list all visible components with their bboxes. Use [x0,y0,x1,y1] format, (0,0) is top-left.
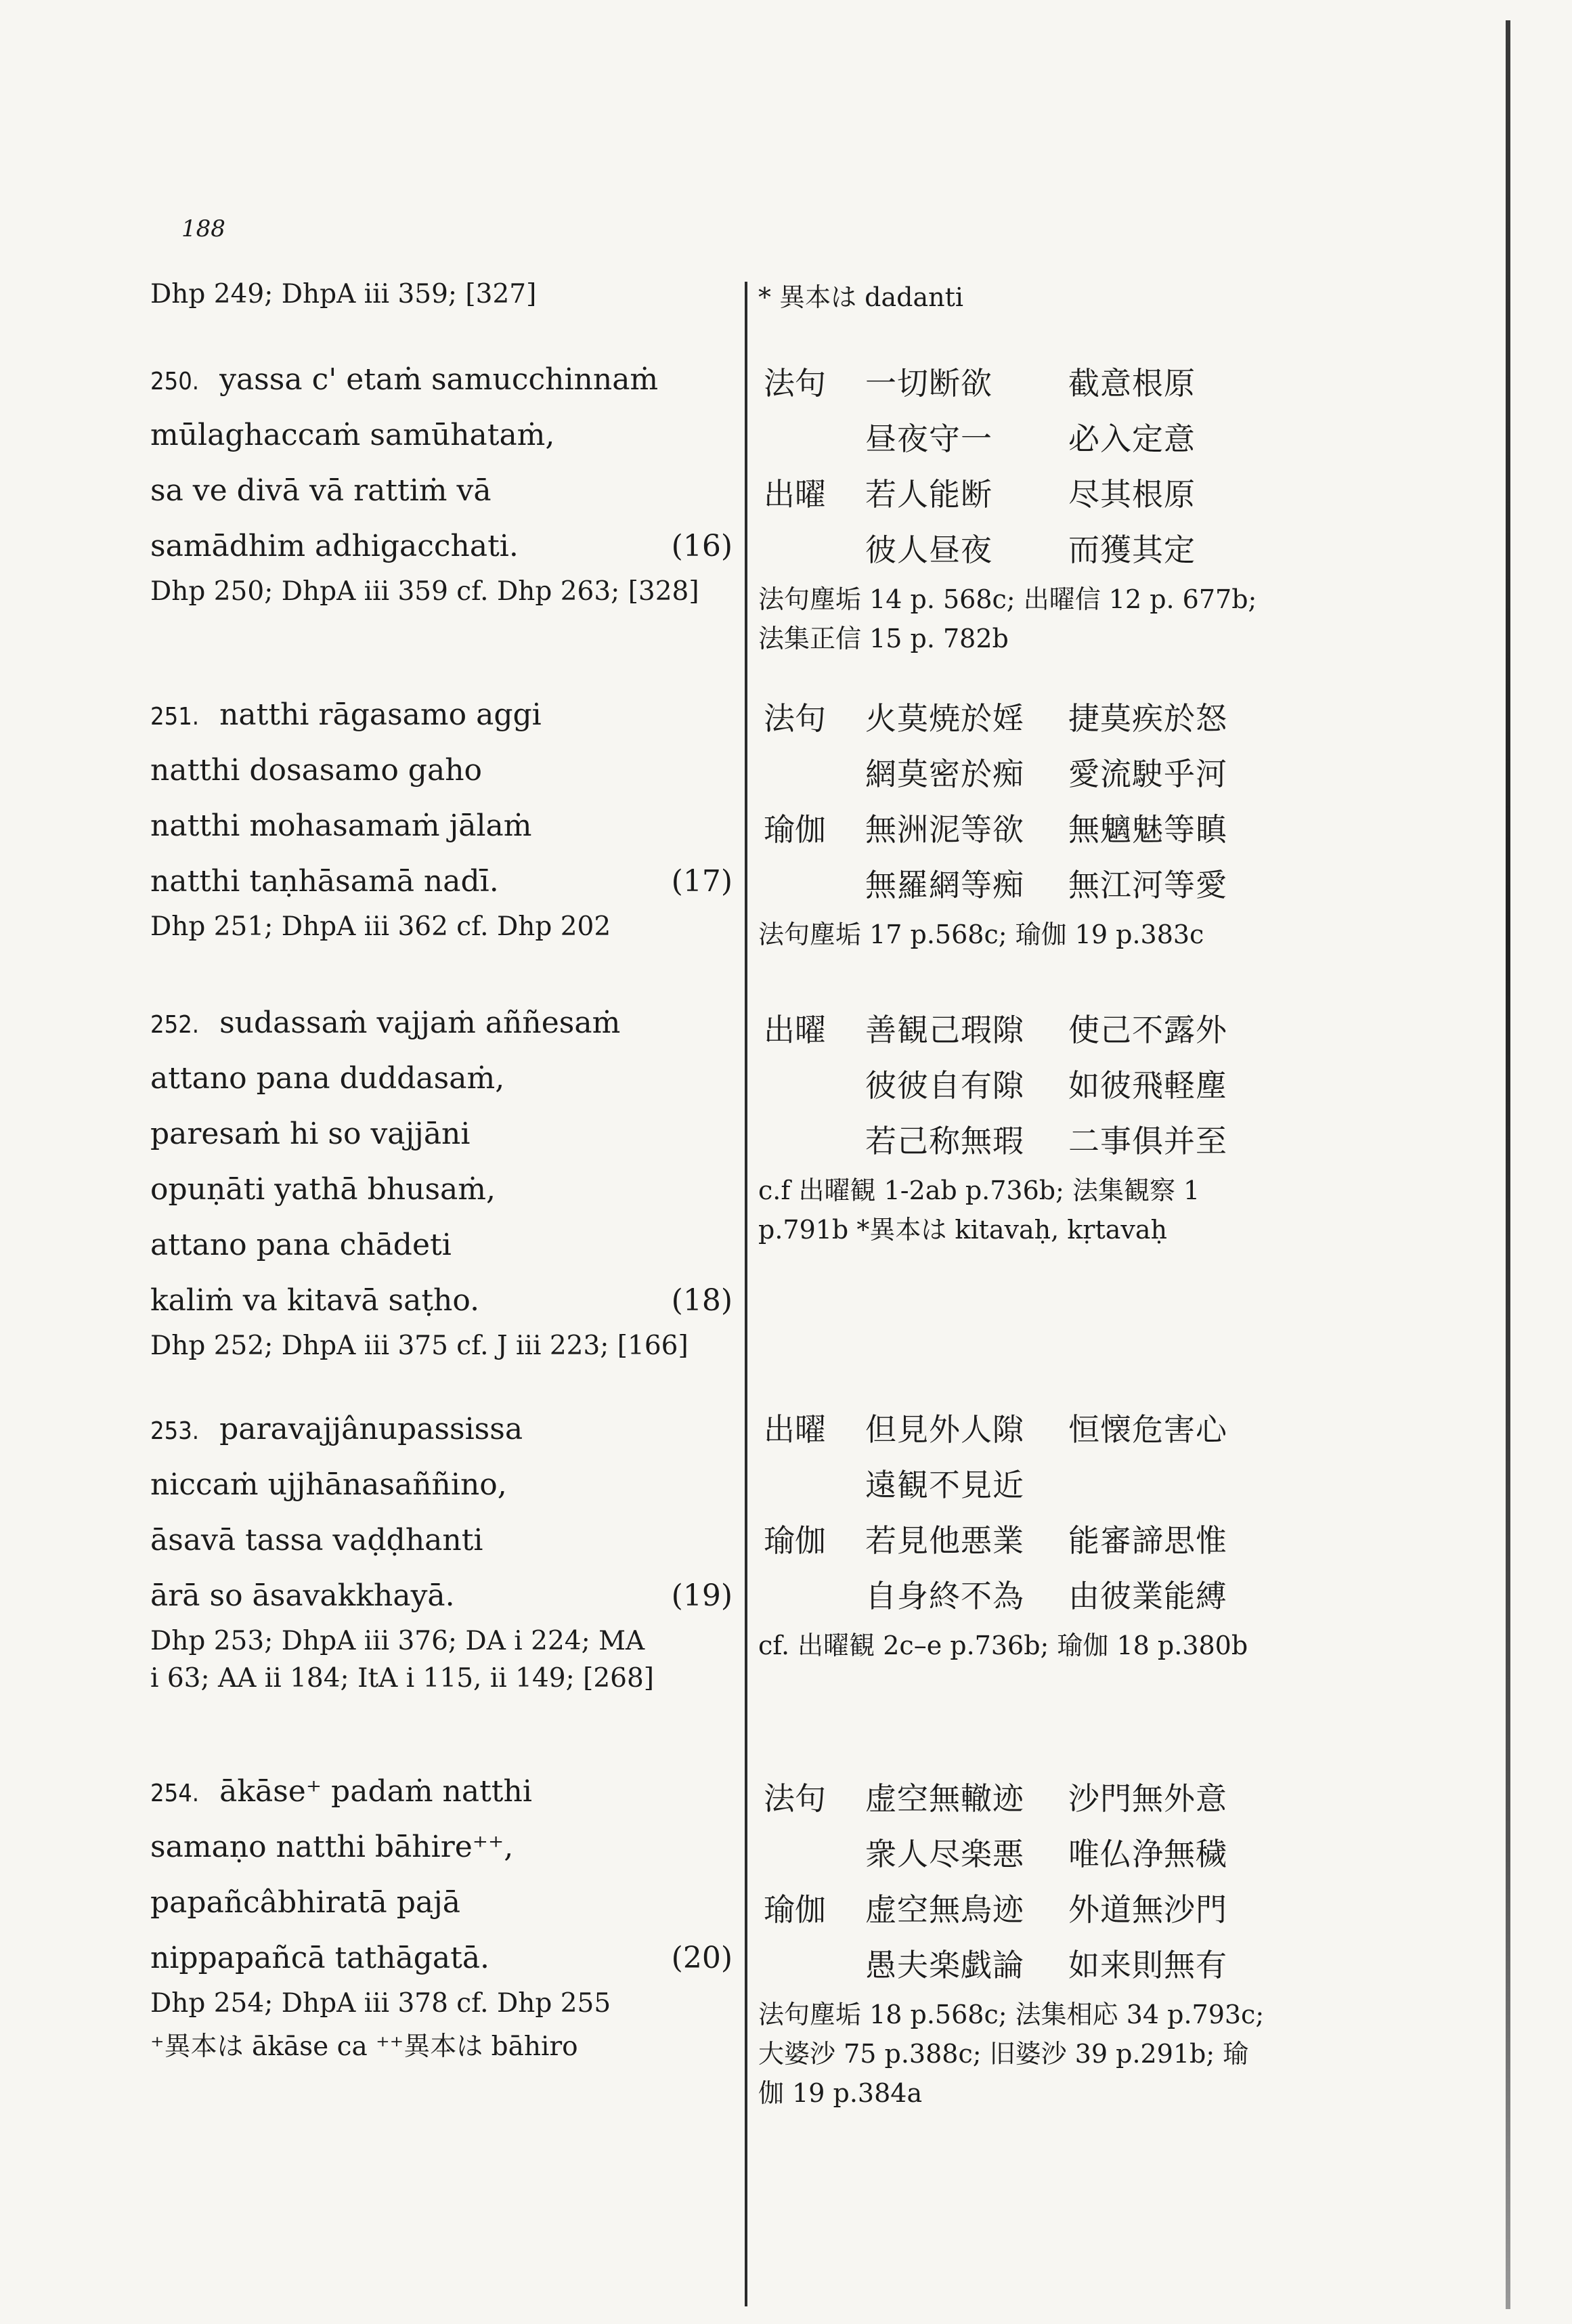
verse-text: natthi taṇhāsamā nadī. [150,864,499,899]
chinese-verse-a: 虚空無鳥迹 [865,1891,1024,1928]
chinese-verse-b: 二事俱并至 [1068,1123,1227,1159]
chinese-verse-b: 無江河等愛 [1068,867,1227,903]
chinese-verse-b: 使己不露外 [1068,1012,1227,1048]
verse-number: 253. [150,1417,200,1445]
pali-verse-line [150,1830,513,1864]
header-ref-right: * 異本は dadanti [758,282,964,312]
pali-verse-line [150,1061,504,1096]
pali-verse-line [150,1117,470,1151]
chinese-verse-b: 外道無沙門 [1068,1891,1227,1928]
verse-count: (20) [671,1941,733,1975]
chinese-verse-b: 恒懐危害心 [1068,1411,1227,1448]
parallel-source-label: 出曜 [764,1012,826,1048]
pali-verse-line [150,1523,483,1557]
chinese-verse-a: 一切断欲 [865,365,992,402]
chinese-verse-a: 昼夜守一 [865,421,992,457]
pali-verse-line [150,1283,479,1318]
pali-verse-line [150,1578,455,1613]
verse-text: papañcâbhiratā pajā [150,1885,461,1920]
verse-text: attano pana chādeti [150,1228,452,1262]
pali-verse-line [150,529,519,563]
page-edge [1506,20,1510,2309]
chinese-verse-a: 衆人尽楽悪 [865,1836,1024,1872]
parallel-note: p.791b *異本は kitavaḥ, kṛtavaḥ [758,1215,1167,1245]
pali-verse-line [150,809,532,843]
verse-reference: Dhp 252; DhpA iii 375 cf. J iii 223; [166] [150,1331,689,1361]
verse-text: nippapañcā tathāgatā. [150,1941,490,1975]
verse-reference: ⁺異本は ākāse ca ⁺⁺異本は bāhiro [150,2031,578,2062]
parallel-source-label: 法句 [764,1780,826,1817]
chinese-verse-a: 自身終不為 [865,1578,1024,1614]
pali-verse-line [150,362,658,397]
verse-text: natthi dosasamo gaho [150,753,483,788]
pali-verse-line [150,1467,507,1502]
chinese-verse-b: 愛流駛乎河 [1068,756,1227,792]
verse-text: natthi mohasamaṁ jālaṁ [150,809,532,843]
parallel-source-label: 瑜伽 [764,811,826,848]
verse-text: āsavā tassa vaḍḍhanti [150,1523,483,1557]
verse-text: niccaṁ ujjhānasaññino, [150,1467,507,1502]
verse-reference: Dhp 253; DhpA iii 376; DA i 224; MA [150,1626,645,1656]
pali-verse-line [150,1006,620,1040]
verse-text: ākāse⁺ padaṁ natthi [219,1774,532,1809]
pali-verse-line [150,473,492,508]
pali-verse-line [150,1412,523,1446]
chinese-verse-b: 而獲其定 [1068,532,1196,568]
verse-reference: i 63; AA ii 184; ItA i 115, ii 149; [268] [150,1663,655,1694]
chinese-verse-a: 若見他悪業 [865,1522,1024,1559]
verse-text: paravajjânupassissa [219,1412,523,1446]
parallel-source-label: 出曜 [764,1411,826,1448]
chinese-verse-b: 由彼業能縛 [1068,1578,1227,1614]
chinese-verse-a: 若人能断 [865,476,992,513]
parallel-source-label: 瑜伽 [764,1891,826,1928]
pali-verse-line [150,1941,489,1975]
parallel-source-label: 法句 [764,365,826,402]
parallel-source-label: 出曜 [764,476,826,513]
pali-verse-line [150,1228,452,1262]
verse-text: samādhim adhigacchati. [150,529,519,563]
chinese-verse-b: 無魑魅等瞋 [1068,811,1227,848]
parallel-source-label: 法句 [764,700,826,737]
chinese-verse-a: 若己称無瑕 [865,1123,1024,1159]
header-ref-left: Dhp 249; DhpA iii 359; [327] [150,279,537,309]
chinese-verse-b: 能審諦思惟 [1068,1522,1227,1559]
chinese-verse-a: 彼彼自有隙 [865,1067,1024,1104]
verse-reference: Dhp 254; DhpA iii 378 cf. Dhp 255 [150,1988,611,2019]
pali-verse-line [150,1774,532,1809]
chinese-verse-a: 無洲泥等欲 [865,811,1024,848]
parallel-note: 大婆沙 75 p.388c; 旧婆沙 39 p.291b; 瑜 [758,2039,1249,2069]
pali-verse-line [150,864,499,899]
chinese-verse-a: 遠観不見近 [865,1467,1024,1503]
verse-text: attano pana duddasaṁ, [150,1061,505,1096]
chinese-verse-b: 沙門無外意 [1068,1780,1227,1817]
verse-text: sudassaṁ vajjaṁ aññesaṁ [219,1006,621,1040]
verse-number: 250. [150,368,200,395]
verse-count: (17) [671,864,733,899]
parallel-note: 法句塵垢 18 p.568c; 法集相応 34 p.793c; [758,2000,1265,2029]
verse-count: (19) [671,1578,733,1613]
chinese-verse-b: 必入定意 [1068,421,1196,457]
verse-text: paresaṁ hi so vajjāni [150,1117,471,1151]
chinese-verse-b: 截意根原 [1068,365,1196,402]
parallel-note: c.f 出曜観 1-2ab p.736b; 法集観察 1 [758,1176,1200,1205]
chinese-verse-b: 如彼飛軽塵 [1068,1067,1227,1104]
chinese-verse-a: 但見外人隙 [865,1411,1024,1448]
verse-text: natthi rāgasamo aggi [219,697,542,732]
verse-reference: Dhp 250; DhpA iii 359 cf. Dhp 263; [328] [150,576,699,607]
chinese-verse-a: 網莫密於痴 [865,756,1024,792]
parallel-note: cf. 出曜観 2c–e p.736b; 瑜伽 18 p.380b [758,1631,1248,1660]
verse-text: mūlaghaccaṁ samūhataṁ, [150,418,555,452]
pali-verse-line [150,1172,496,1207]
parallel-note: 伽 19 p.384a [758,2078,923,2108]
parallel-note: 法句塵垢 17 p.568c; 瑜伽 19 p.383c [758,920,1204,949]
pali-verse-line [150,753,482,788]
chinese-verse-a: 善観己瑕隙 [865,1012,1024,1048]
pali-verse-line [150,697,542,732]
chinese-verse-a: 火莫焼於婬 [865,700,1024,737]
verse-count: (16) [671,529,733,563]
verse-number: 254. [150,1780,200,1807]
parallel-note: 法句塵垢 14 p. 568c; 出曜信 12 p. 677b; [758,584,1257,614]
verse-reference: Dhp 251; DhpA iii 362 cf. Dhp 202 [150,911,611,942]
page-number: 188 [181,215,225,242]
verse-count: (18) [671,1283,733,1318]
chinese-verse-a: 無羅網等痴 [865,867,1024,903]
chinese-verse-b: 尽其根原 [1068,476,1196,513]
chinese-verse-a: 彼人昼夜 [865,532,992,568]
chinese-verse-b: 捷莫疾於怒 [1068,700,1227,737]
chinese-verse-b: 如来則無有 [1068,1947,1227,1983]
chinese-verse-b: 唯仏浄無穢 [1068,1836,1227,1872]
chinese-verse-a: 愚夫楽戯論 [865,1947,1024,1983]
parallel-source-label: 瑜伽 [764,1522,826,1559]
parallel-note: 法集正信 15 p. 782b [758,624,1009,653]
pali-verse-line [150,1885,460,1920]
chinese-verse-a: 虚空無轍迹 [865,1780,1024,1817]
verse-text: kaliṁ va kitavā saṭho. [150,1283,480,1318]
pali-verse-line [150,418,554,452]
verse-text: samaṇo natthi bāhire⁺⁺, [150,1830,514,1864]
column-divider [745,282,747,2306]
verse-text: sa ve divā vā rattiṁ vā [150,473,492,508]
verse-text: ārā so āsavakkhayā. [150,1578,455,1613]
verse-number: 252. [150,1011,200,1039]
verse-text: yassa c' etaṁ samucchinnaṁ [219,362,659,397]
verse-number: 251. [150,703,200,731]
verse-text: opuṇāti yathā bhusaṁ, [150,1172,496,1207]
